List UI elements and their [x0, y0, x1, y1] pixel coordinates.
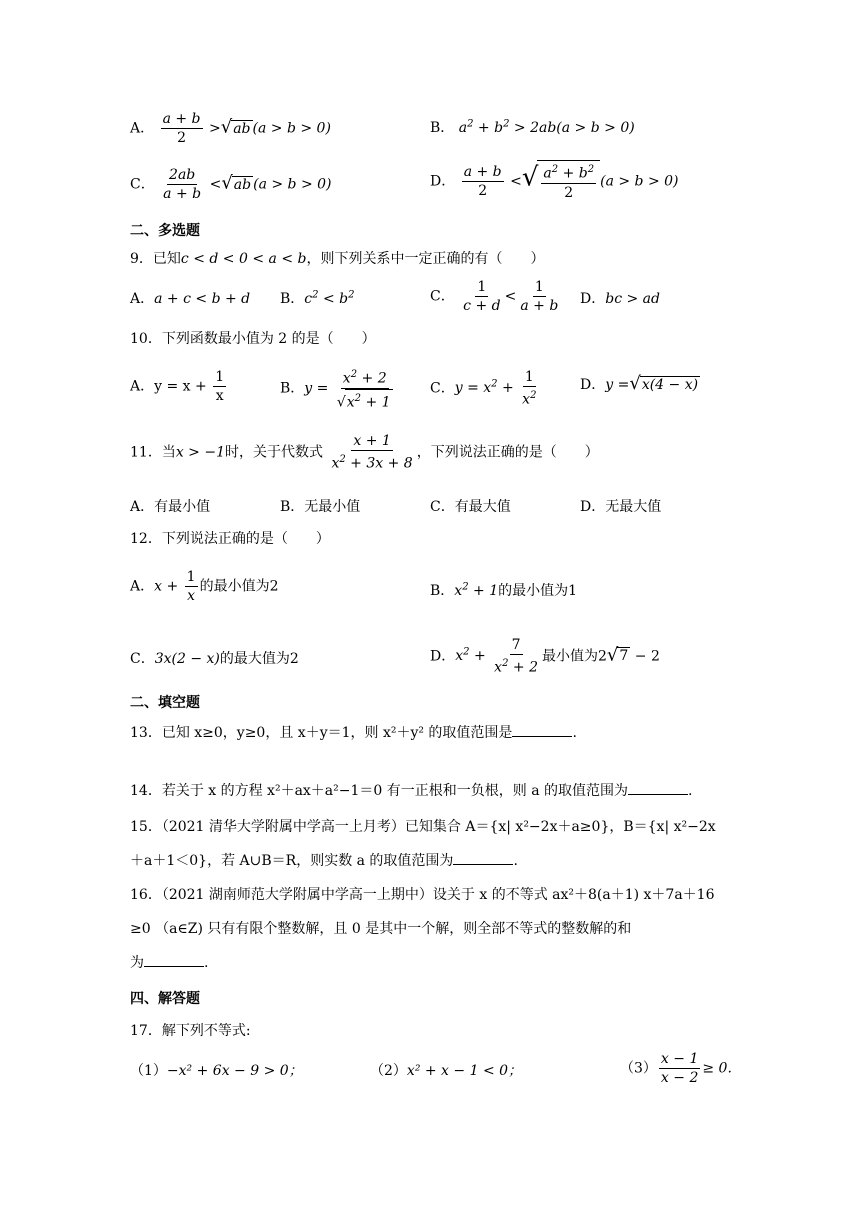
- q10-option-a: A．y = x + $\frac{1}{x}$: [130, 369, 225, 404]
- q8-option-c: C． $\frac{2ab}{a + b}$ <√ab (a > b > 0): [130, 167, 332, 202]
- q9-option-a: A．a + c < b + d: [130, 291, 251, 307]
- question-11: 11．当x > −1时，关于代数式 $\frac{x + 1}{x^2 + 3x + 8}$ ，下列说法正确的是（ ）: [130, 433, 599, 472]
- q17-part-3: （3） $\frac{x - 1}{x - 2}$ ≥ 0.: [620, 1051, 732, 1086]
- q8-option-b: B． $a^2 + b^2 > 2ab(a > b > 0)$: [430, 118, 635, 136]
- q8-option-a: A． $\frac{a + b}{2}$ >√ab (a > b > 0): [130, 111, 331, 146]
- q10-option-c: C．$y = x^2$ + $\frac{1}{x^2}$: [430, 369, 537, 408]
- q9-option-d: D．bc > ad: [580, 291, 660, 307]
- question-16-line-2: ≥0 （a∈Z) 只有有限个整数解，且 0 是其中一个解，则全部不等式的整数解的和: [130, 921, 632, 937]
- q9-option-b: B．$c^2 < b^2$: [280, 289, 355, 307]
- section-title: 二、多选题: [130, 223, 200, 239]
- q12-option-c: C．3x(2 − x)的最大值为2: [130, 651, 299, 667]
- question-15-line-2: ＋a＋1＜0}，若 A∪B＝R，则实数 a 的取值范围为 .: [130, 853, 518, 869]
- answer-blank[interactable]: [453, 864, 513, 865]
- question-16-line-1: 16．（2021 湖南师范大学附属中学高一上期中）设关于 x 的不等式 ax²＋8(a＋1) x＋7a＋16: [130, 887, 715, 903]
- question-15-line-1: 15．（2021 清华大学附属中学高一上月考）已知集合 A＝{x| x²−2x＋a≥0}，B＝{x| x²−2x: [130, 819, 716, 835]
- fraction: $\frac{2ab}{a + b}$: [163, 167, 202, 202]
- question-13: 13．已知 x≥0，y≥0，且 x＋y＝1，则 x²＋y² 的取值范围是 .: [130, 725, 577, 741]
- question-10: 10．下列函数最小值为 2 的是（ ）: [130, 331, 376, 347]
- question-16-line-3: 为 .: [130, 955, 209, 971]
- q11-option-b: B．无最小值: [280, 499, 361, 515]
- q12-option-d: D．$x^2$ + $\frac{7}{x^2 + 2}$ 最小值为2√7 − 2: [430, 637, 660, 676]
- q17-part-1: （1）−x² + 6x − 9 > 0；: [130, 1063, 303, 1079]
- q17-part-2: （2）x² + x − 1 < 0；: [370, 1063, 523, 1079]
- fraction: $\frac{a + b}{2}$: [162, 111, 201, 146]
- fraction: $\frac{a + b}{2}$: [463, 163, 502, 199]
- section-title: 二、填空题: [130, 695, 200, 711]
- question-14: 14．若关于 x 的方程 x²＋ax＋a²−1＝0 有一正根和一负根，则 a 的取值范围为 .: [130, 783, 693, 799]
- q11-option-d: D．无最大值: [580, 499, 662, 515]
- q9-option-c: C． $\frac{1}{c + d}$ < $\frac{1}{a + b}$: [430, 279, 559, 314]
- question-12: 12．下列说法正确的是（ ）: [130, 531, 330, 547]
- answer-blank[interactable]: [628, 794, 688, 795]
- q11-option-a: A．有最小值: [130, 499, 211, 515]
- q10-option-b: B．y = $\frac{x^2 + 2}{√x^2 + 1}$: [280, 366, 397, 411]
- section-title: 四、解答题: [130, 991, 200, 1007]
- q8-option-d: D． $\frac{a + b}{2}$ <√ $\frac{a^2 + b^2}{2}$ (a > b > 0): [430, 160, 679, 202]
- question-17: 17．解下列不等式:: [130, 1023, 251, 1039]
- q12-option-a: A．x + $\frac{1}{x}$ 的最小值为2: [130, 569, 279, 604]
- answer-blank[interactable]: [144, 966, 204, 967]
- q10-option-d: D．y =√x(4 − x): [580, 373, 699, 394]
- answer-blank[interactable]: [512, 736, 572, 737]
- q11-option-c: C．有最大值: [430, 499, 511, 515]
- q12-option-b: B．$x^2 + 1$的最小值为1: [430, 581, 578, 599]
- question-9: 9．已知c < d < 0 < a < b，则下列关系中一定正确的有（ ）: [130, 251, 545, 267]
